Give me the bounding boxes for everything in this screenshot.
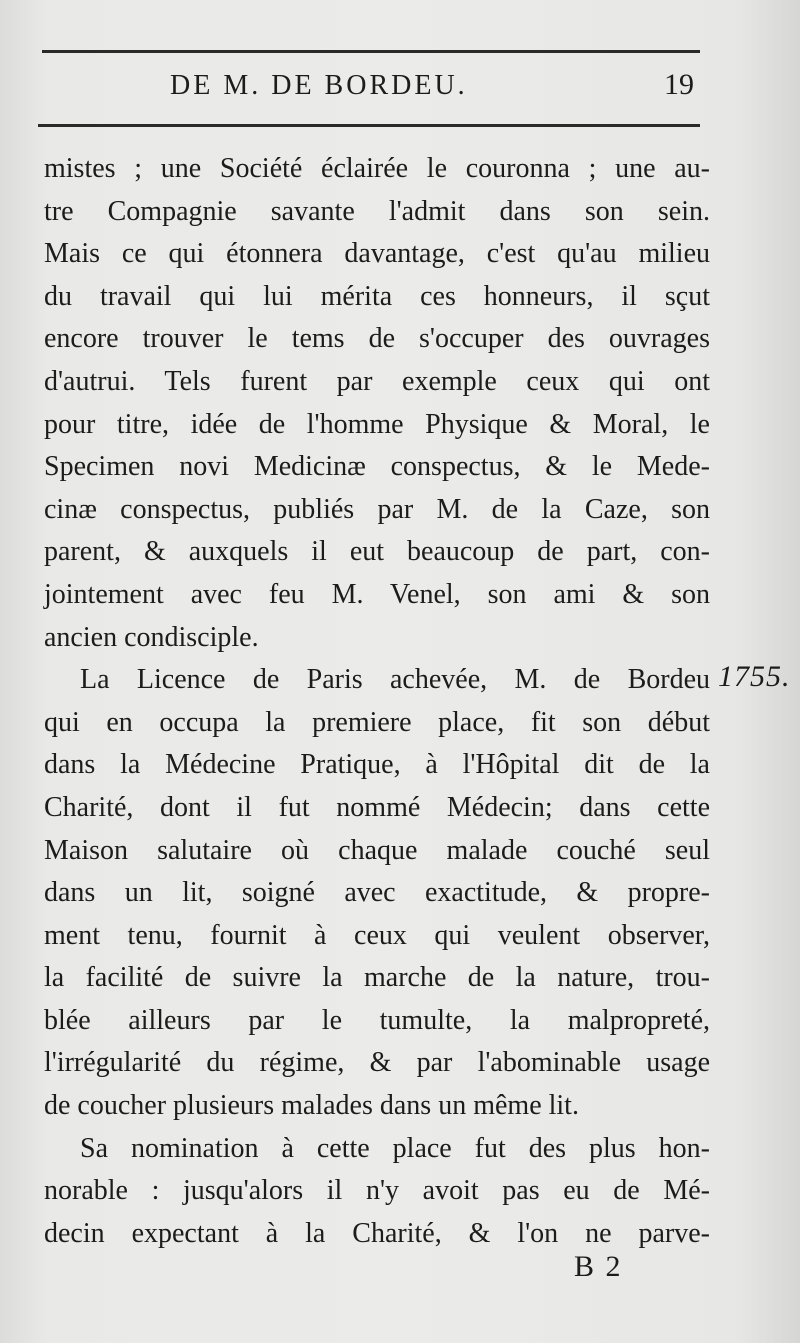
text-line: dans un lit, soigné avec exactitude, & propre- [44,877,710,909]
paragraph-first-line: La Licence de Paris achevée, M. de Bordeu [80,664,710,696]
text-line: tre Compagnie savante l'admit dans son sein. [44,195,710,227]
text-line: ment tenu, fournit à ceux qui veulent observer, [44,919,710,951]
text-line: norable : jusqu'alors il n'y avoit pas eu de Mé- [44,1175,710,1207]
text-line: de coucher plusieurs malades dans un même lit. [44,1090,579,1122]
page-number: 19 [664,68,694,101]
text-line: parent, & auxquels il eut beaucoup de part, con- [44,536,710,568]
text-line: la facilité de suivre la marche de la nature, trou- [44,962,710,994]
header-rule-top [42,50,700,53]
signature-mark: B 2 [574,1250,623,1283]
text-line: decin expectant à la Charité, & l'on ne parve- [44,1217,710,1249]
text-line: Mais ce qui étonnera davantage, c'est qu'au milieu [44,238,710,270]
text-line: mistes ; une Société éclairée le couronna ; une au- [44,153,710,184]
text-line: ancien condisciple. [44,621,259,653]
text-line: du travail qui lui mérita ces honneurs, il sçut [44,280,710,312]
body-text [44,148,710,1255]
text-line: Specimen novi Medicinæ conspectus, & le Mede- [44,451,710,483]
running-head: DE M. DE BORDEU. [170,70,468,101]
paragraph-first-line: Sa nomination à cette place fut des plus hon- [80,1132,710,1164]
text-line: qui en occupa la premiere place, fit son début [44,706,710,738]
text-line: blée ailleurs par le tumulte, la malpropreté, [44,1004,710,1036]
margin-note-year: 1755. [718,660,791,693]
text-line: Charité, dont il fut nommé Médecin; dans cette [44,791,710,823]
text-line: encore trouver le tems de s'occuper des ouvrages [44,323,710,355]
text-line: pour titre, idée de l'homme Physique & Moral, le [44,408,710,440]
header-rule-bottom [38,124,700,127]
text-line: Maison salutaire où chaque malade couché seul [44,834,710,866]
text-line: dans la Médecine Pratique, à l'Hôpital dit de la [44,749,710,781]
text-line: cinæ conspectus, publiés par M. de la Caze, son [44,493,710,525]
text-line: jointement avec feu M. Venel, son ami & son [44,578,710,610]
text-line: d'autrui. Tels furent par exemple ceux qui ont [44,365,710,397]
text-line: l'irrégularité du régime, & par l'abominable usage [44,1047,710,1079]
